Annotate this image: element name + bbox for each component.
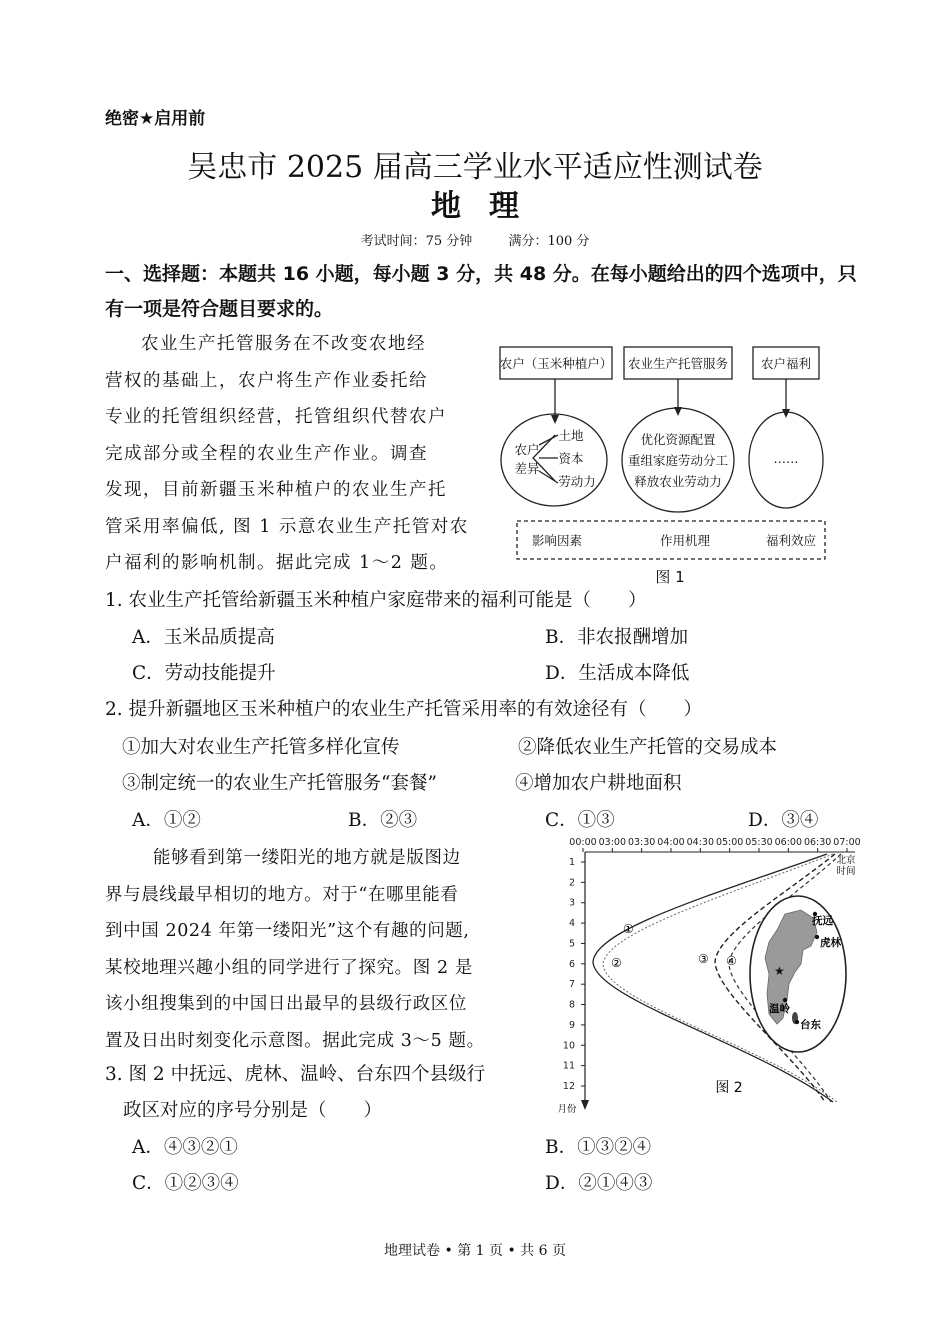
passage-1: [105, 326, 495, 582]
y-tick-label: 2: [568, 877, 575, 889]
exam-time: 考试时间：75 分钟: [360, 234, 473, 249]
welfare-placeholder: ……: [773, 451, 799, 466]
figure-1-caption: 图 1: [655, 568, 685, 586]
passage-line: 置及日出时刻变化示意图。据此完成 3～5 题。: [105, 1030, 485, 1051]
farmer-box-label: 农户（玉米种植户）: [499, 356, 613, 371]
x-axis-label: 时间: [836, 866, 856, 877]
passage-line: 界与晨线最早相切的地方。对于“在哪里能看: [105, 884, 459, 905]
x-tick-label: 03:30: [627, 837, 656, 848]
q1-option-c[interactable]: C．劳动技能提升: [132, 663, 276, 684]
y-tick-label: 4: [568, 918, 575, 930]
curve-label-3: ③: [698, 952, 709, 966]
x-axis-label: 北京: [836, 855, 856, 866]
welfare-box-label: 农户福利: [760, 356, 812, 371]
farmer-diff-label: 农户: [514, 442, 540, 457]
q1-option-d[interactable]: D．生活成本降低: [545, 663, 690, 684]
passage-line: 农业生产托管服务在不改变农地经: [141, 334, 426, 354]
place-label-hulin: 虎林: [820, 937, 841, 949]
x-tick-label: 06:30: [803, 837, 832, 848]
y-tick-label: 7: [568, 979, 575, 991]
x-tick-label: 06:00: [774, 837, 803, 848]
x-tick-label: 07:00: [833, 837, 861, 848]
figure-2-chart: [555, 834, 865, 1119]
place-marker: [815, 935, 819, 939]
place-label-wenling: 温岭: [769, 1003, 790, 1015]
q3-option-c[interactable]: C．①②③④: [132, 1173, 239, 1194]
question-1-stem: 1. 农业生产托管给新疆玉米种植户家庭带来的福利可能是（ ）: [105, 590, 647, 611]
figure-2-caption: 图 2: [715, 1080, 743, 1096]
question-3-line: 3. 图 2 中抚远、虎林、温岭、台东四个县级行: [105, 1064, 486, 1085]
y-tick-label: 6: [568, 958, 575, 970]
capital-star-icon: ★: [774, 964, 785, 978]
place-label-taidong: 台东: [800, 1019, 821, 1031]
q2-option-b[interactable]: B．②③: [348, 810, 418, 831]
q2-statement-3: ③制定统一的农业生产托管服务“套餐”: [122, 773, 437, 794]
y-tick-label: 5: [568, 938, 575, 950]
y-tick-label: 11: [562, 1060, 575, 1072]
land-label: 土地: [558, 428, 584, 443]
q1-option-b[interactable]: B．非农报酬增加: [545, 627, 689, 648]
subject-title: 地理: [431, 189, 547, 224]
capital-label: 资本: [558, 451, 584, 466]
passage-line: 管采用率偏低, 图 1 示意农业生产托管对农: [105, 516, 469, 537]
y-tick-label: 12: [562, 1081, 575, 1092]
passage-line: 该小组搜集到的中国日出最早的县级行政区位: [105, 994, 467, 1014]
passage-line: 营权的基础上，农户将生产作业委托给: [105, 370, 428, 391]
q3-option-d[interactable]: D．②①④③: [545, 1173, 653, 1194]
passage-line: 能够看到第一缕阳光的地方就是版图边: [153, 848, 461, 868]
question-2-stem: 2. 提升新疆地区玉米种植户的农业生产托管采用率的有效途径有（ ）: [105, 699, 703, 720]
q2-statement-2: ②降低农业生产托管的交易成本: [518, 737, 778, 758]
y-tick-label: 1: [568, 857, 575, 868]
q2-statement-4: ④增加农户耕地面积: [515, 773, 682, 794]
passage-line: 完成部分或全程的农业生产作业。调查: [105, 443, 428, 464]
curve-label-2: ②: [611, 956, 622, 970]
question-3-stem: [105, 1057, 485, 1129]
labor-label: 劳动力: [558, 474, 596, 489]
q2-statement-1: ①加大对农业生产托管多样化宣传: [122, 737, 400, 758]
y-tick-label: 8: [568, 999, 575, 1011]
passage-line: 户福利的影响机制。据此完成 1～2 题。: [105, 553, 449, 573]
x-tick-label: 04:30: [686, 837, 715, 848]
y-tick-label: 3: [568, 897, 575, 909]
confidential-mark: 绝密★启用前: [105, 109, 206, 129]
x-tick-label: 03:00: [598, 837, 627, 848]
place-marker: [795, 1020, 799, 1024]
mechanism-item: 重组家庭劳动分工: [627, 453, 729, 468]
passage-line: 专业的托管组织经营，托管组织代替农户: [105, 407, 447, 427]
factors-label: 影响因素: [531, 533, 583, 548]
passage-2: [105, 840, 555, 1059]
y-tick-label: 10: [562, 1040, 575, 1052]
service-box-label: 农业生产托管服务: [627, 356, 729, 371]
q2-option-a[interactable]: A．①②: [132, 810, 201, 831]
exam-info: [0, 230, 950, 249]
q1-option-a[interactable]: A．玉米品质提高: [132, 627, 275, 648]
mechanism-item: 释放农业劳动力: [634, 474, 722, 489]
x-tick-label: 05:30: [745, 837, 773, 848]
passage-line: 某校地理兴趣小组的同学进行了探究。图 2 是: [105, 957, 473, 978]
passage-line: 发现，目前新疆玉米种植户的农业生产托: [105, 480, 447, 500]
mechanism-item: 优化资源配置: [640, 432, 716, 447]
place-label-fuyuan: 抚远: [812, 915, 833, 927]
x-tick-label: 05:00: [715, 837, 744, 848]
question-3-line: 政区对应的序号分别是（ ）: [123, 1100, 383, 1121]
y-tick-label: 9: [568, 1019, 575, 1031]
q3-option-b[interactable]: B．①③②④: [545, 1137, 652, 1158]
curve-label-4: ④: [726, 954, 737, 968]
place-marker: [783, 998, 787, 1002]
page-footer: 地理试卷 • 第 1 页 • 共 6 页: [384, 1243, 566, 1259]
exam-title: 吴忠市 2025 届高三学业水平适应性测试卷: [187, 150, 763, 185]
y-axis-label: 月份: [557, 1104, 577, 1115]
q2-option-c[interactable]: C．①③: [545, 810, 615, 831]
passage-line: 到中国 2024 年第一缕阳光”这个有趣的问题,: [105, 921, 470, 941]
mechanism-label: 作用机理: [659, 533, 711, 548]
farmer-ellipse: [501, 414, 607, 506]
section-heading: 一、选择题：本题共 16 小题，每小题 3 分，共 48 分。在每小题给出的四个选项中，只有一项是符合题目要求的。: [105, 263, 857, 320]
x-tick-label: 00:00: [569, 837, 597, 848]
curve-label-1: ①: [623, 922, 634, 936]
exam-score: 满分：100 分: [508, 234, 590, 249]
q3-option-a[interactable]: A．④③②①: [132, 1137, 238, 1158]
x-tick-label: 04:00: [657, 837, 685, 848]
figure-1-diagram: [495, 335, 835, 590]
q2-option-d[interactable]: D．③④: [748, 810, 819, 831]
effect-label: 福利效应: [765, 533, 817, 548]
farmer-diff-label: 差异: [514, 461, 540, 476]
